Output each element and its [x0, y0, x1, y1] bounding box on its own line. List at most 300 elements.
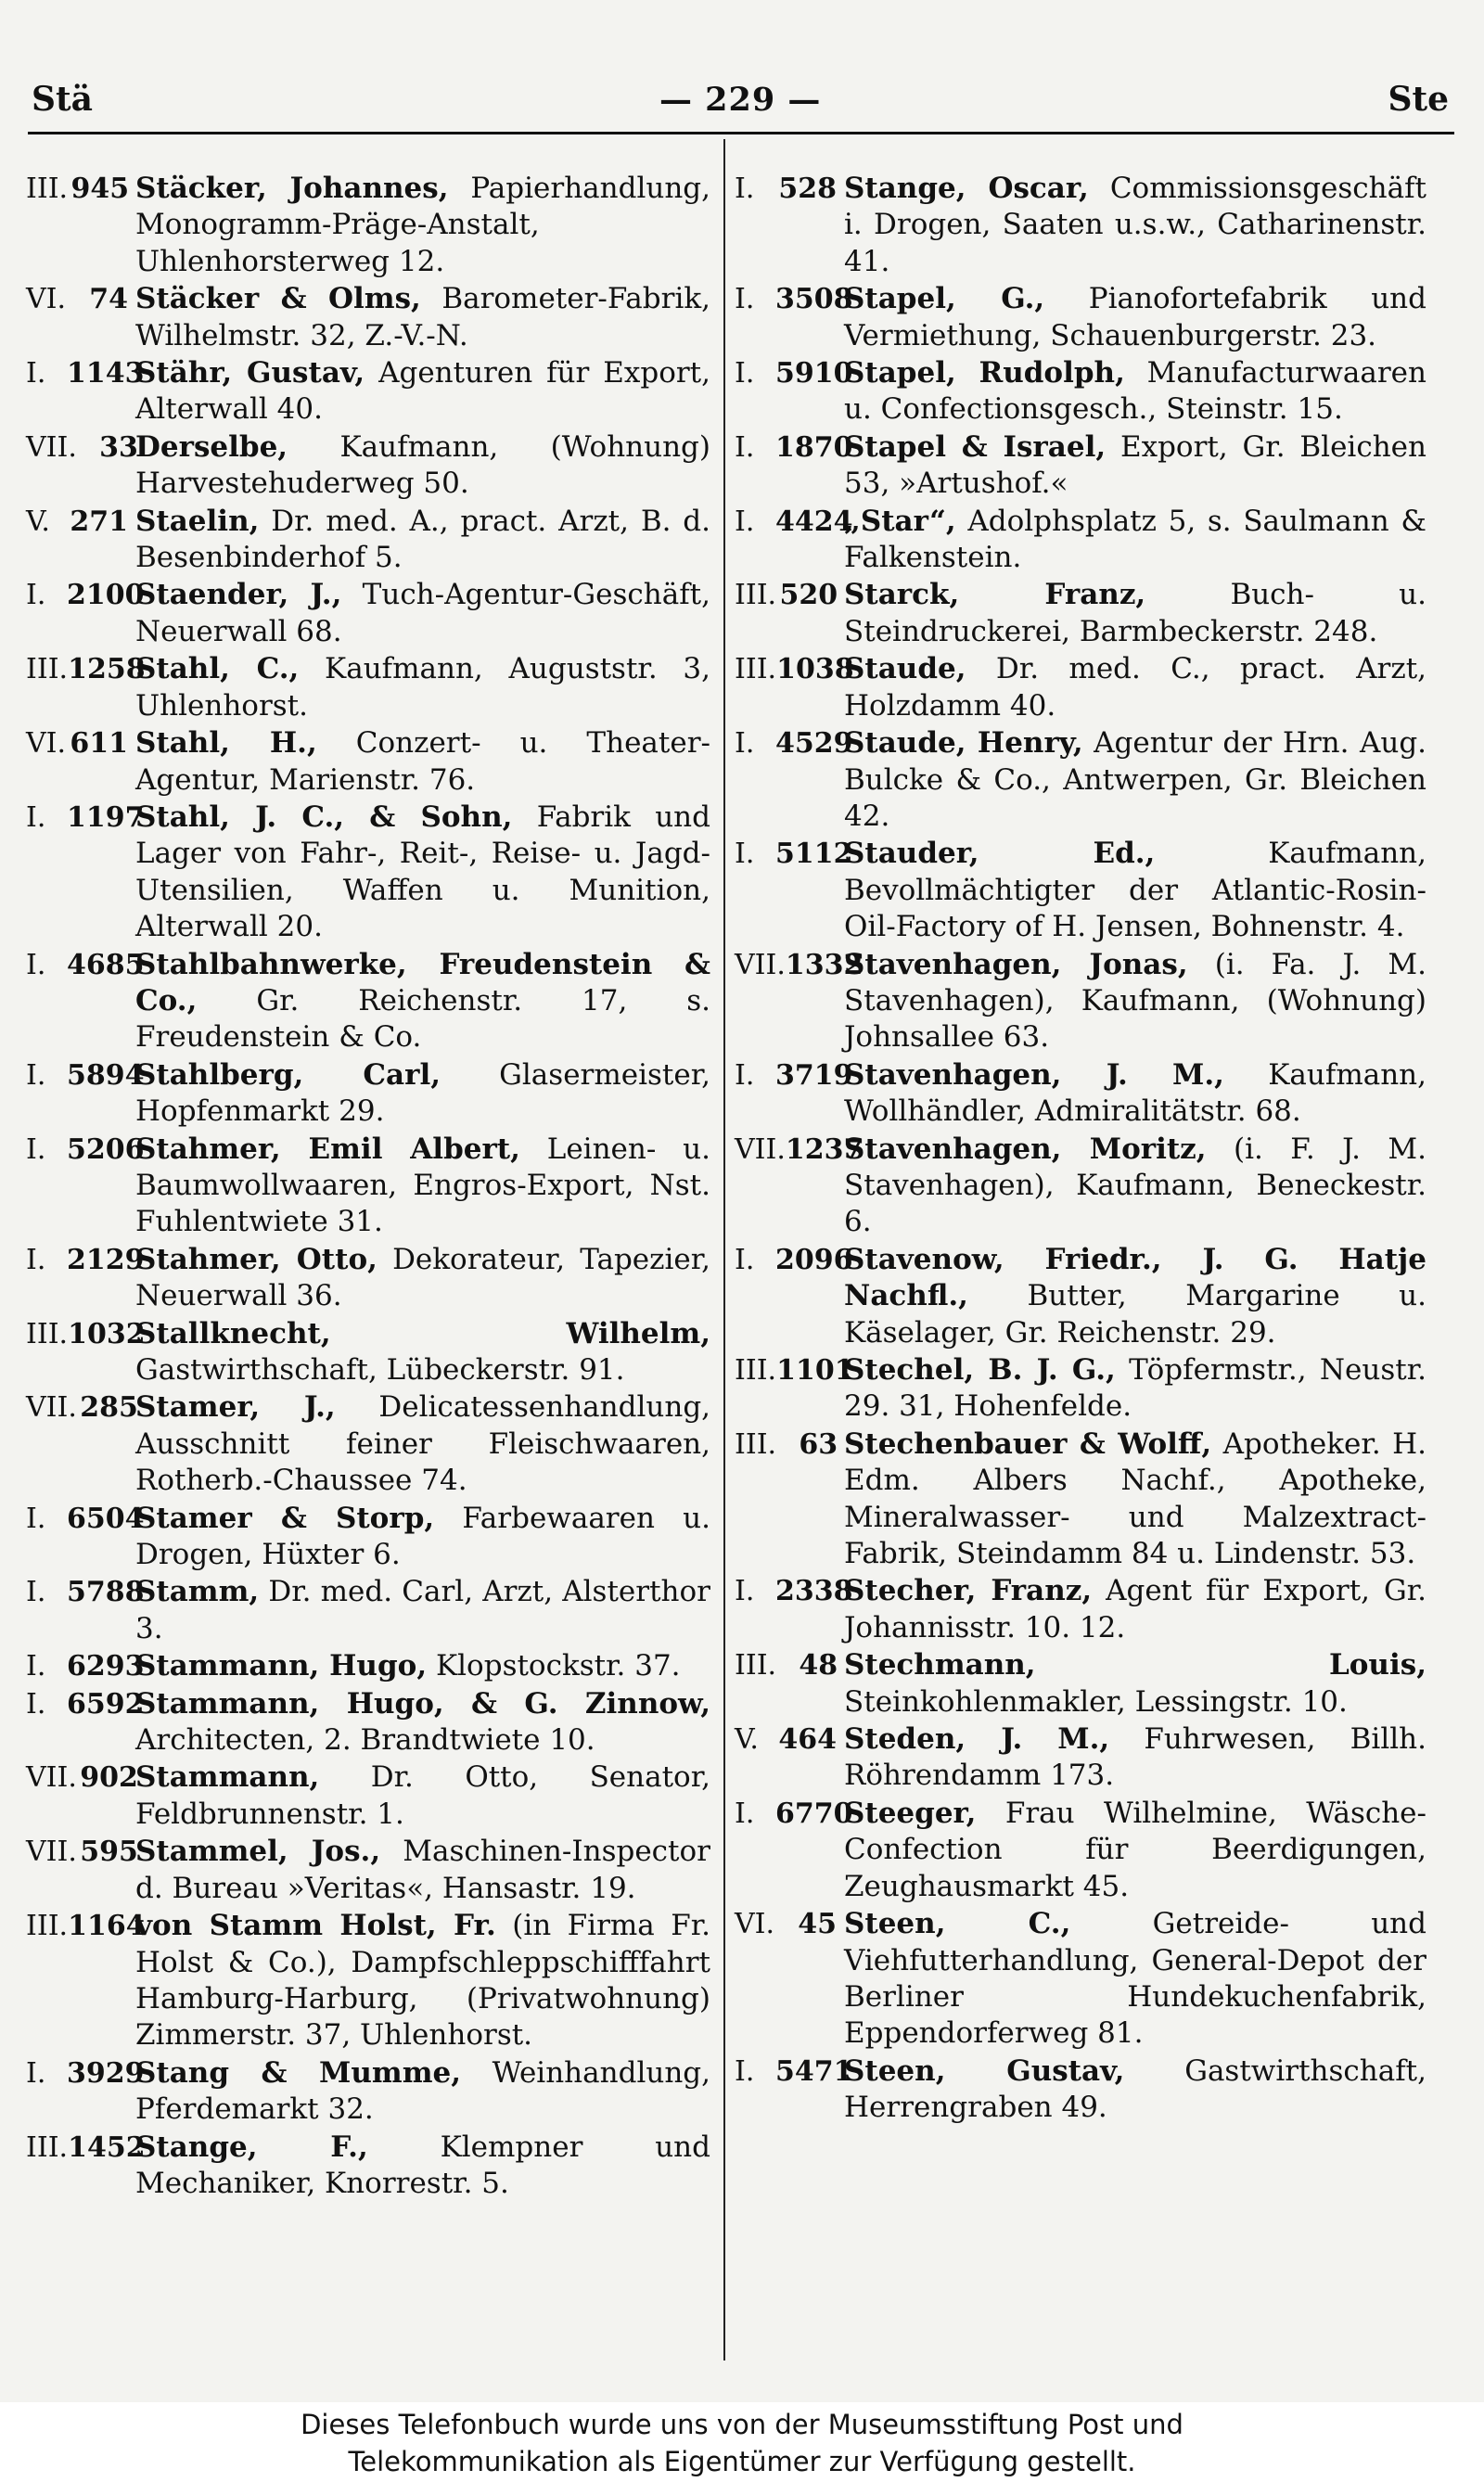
phone-number: 2100	[67, 579, 145, 612]
directory-entry	[26, 1316, 710, 1389]
entry-phone-code	[735, 1057, 853, 1094]
subscriber-details: Getreide- und Viehfutterhandlung, General-Depot der Berliner Hundekuchenfabrik, Eppendorferweg 81.	[844, 1907, 1426, 2051]
directory-entry	[26, 1242, 710, 1315]
phone-number: 5206	[67, 1132, 145, 1166]
entry-phone-code	[26, 1132, 145, 1168]
subscriber-details: Dr. med. A., pract. Arzt, B. d. Besenbinderhof 5.	[135, 504, 710, 575]
phone-number: 1452	[68, 2130, 146, 2164]
entry-phone-code	[735, 281, 853, 317]
entry-phone-code	[735, 577, 844, 613]
subscriber-details: Leinen- u. Baumwollwaaren, Engros-Export, Nst. Fuhlentwiete 31.	[135, 1132, 710, 1239]
entry-text	[844, 651, 1426, 724]
subscriber-name: Stallknecht, Wilhelm,	[135, 1316, 710, 1350]
subscriber-details: Manufacturwaaren u. Confectionsgesch., Steinstr. 15.	[844, 356, 1426, 427]
subscriber-name: Stavenow, Friedr., J. G. Hatje Nachfl.,	[844, 1242, 1426, 1313]
directory-entry	[735, 281, 1426, 354]
directory-entry	[735, 429, 1426, 503]
exchange-district: III.	[26, 1317, 69, 1350]
phone-number: 2129	[67, 1243, 145, 1276]
exchange-district: I.	[735, 1575, 755, 1608]
subscriber-details: Klempner und Mechaniker, Knorrestr. 5.	[135, 2130, 710, 2200]
subscriber-name: Stapel, Rudolph,	[844, 356, 1125, 390]
phone-number: 271	[70, 505, 128, 538]
left-column	[26, 171, 710, 2203]
entry-text	[135, 1389, 710, 1499]
subscriber-name: Staude, Henry,	[844, 726, 1083, 761]
exchange-district: I.	[735, 1243, 755, 1276]
subscriber-details: Dekorateur, Tapezier, Neuerwall 36.	[135, 1242, 710, 1313]
phone-number: 5471	[775, 2054, 853, 2088]
subscriber-details: Adolphsplatz 5, s. Saulmann & Falkenstein.	[844, 504, 1426, 575]
exchange-district: I.	[735, 727, 755, 761]
entry-text	[844, 947, 1426, 1056]
exchange-district: I.	[26, 1243, 46, 1276]
subscriber-details: Gr. Reichenstr. 17, s. Freudenstein & Co.	[135, 983, 711, 1055]
subscriber-details: Fuhrwesen, Billh. Röhrendamm 173.	[844, 1722, 1426, 1793]
header-rule	[28, 132, 1454, 134]
entry-phone-code	[735, 1427, 844, 1463]
entry-phone-code	[735, 651, 854, 687]
subscriber-details: Dr. Otto, Senator, Feldbrunnenstr. 1.	[135, 1760, 710, 1831]
exchange-district: VII.	[26, 430, 77, 464]
entry-text	[135, 281, 710, 354]
entry-text	[844, 1796, 1426, 1905]
entry-text	[844, 1906, 1426, 2053]
exchange-district: I.	[26, 948, 46, 981]
entry-text	[135, 2130, 710, 2203]
phone-number: 1870	[775, 430, 853, 464]
subscriber-name: Stavenhagen, Moritz,	[844, 1132, 1207, 1166]
directory-entry	[26, 800, 710, 946]
entry-phone-code	[26, 2130, 146, 2166]
phone-number: 1237	[785, 1132, 864, 1166]
entry-phone-code	[26, 171, 135, 207]
phone-number: 4685	[67, 948, 145, 981]
subscriber-name: Stammann,	[135, 1760, 320, 1795]
subscriber-details: Weinhandlung, Pferdemarkt 32.	[135, 2055, 710, 2127]
directory-entry	[26, 947, 710, 1056]
entry-phone-code	[735, 947, 864, 983]
exchange-district: III.	[26, 2130, 69, 2164]
subscriber-details: (i. F. J. M. Stavenhagen), Kaufmann, Beneckestr. 6.	[844, 1132, 1427, 1239]
subscriber-details: Farbewaaren u. Drogen, Hüxter 6.	[135, 1501, 710, 1572]
exchange-district: I.	[735, 1058, 755, 1092]
page-header	[32, 76, 1449, 122]
entry-phone-code	[735, 1796, 853, 1832]
phone-number: 6504	[67, 1502, 145, 1535]
entry-phone-code	[735, 1906, 844, 1942]
directory-entry	[735, 1906, 1426, 2053]
entry-text	[135, 1574, 710, 1647]
directory-entry	[735, 1721, 1426, 1795]
entry-text	[844, 2053, 1426, 2127]
phone-number: 1164	[68, 1910, 146, 1943]
subscriber-name: Steeger,	[844, 1796, 977, 1830]
directory-entry	[26, 171, 710, 280]
phone-number: 6592	[67, 1687, 145, 1721]
exchange-district: VI.	[26, 283, 67, 316]
directory-entry	[735, 577, 1426, 650]
entry-phone-code	[735, 1721, 844, 1758]
subscriber-name: Stechel, B. J. G.,	[844, 1353, 1116, 1387]
entry-text	[844, 577, 1426, 650]
entry-phone-code	[735, 1132, 864, 1168]
exchange-district: VI.	[26, 727, 67, 761]
entry-phone-code	[26, 1316, 146, 1352]
phone-number: 45	[798, 1908, 837, 1941]
subscriber-name: Stahmer, Emil Albert,	[135, 1132, 520, 1166]
directory-entry	[735, 836, 1426, 945]
subscriber-name: Stahmer, Otto,	[135, 1242, 377, 1276]
subscriber-name: Stammann, Hugo,	[135, 1649, 428, 1683]
entry-text	[135, 725, 710, 799]
directory-entry	[735, 1057, 1426, 1131]
exchange-district: I.	[26, 357, 46, 390]
entry-phone-code	[735, 2053, 853, 2090]
phone-number: 4529	[775, 727, 853, 761]
entry-text	[135, 800, 710, 946]
entry-text	[135, 429, 710, 503]
phone-number: 902	[80, 1761, 138, 1795]
phone-number: 464	[778, 1723, 837, 1757]
subscriber-name: Stamer, J.,	[135, 1390, 336, 1425]
entry-text	[844, 171, 1426, 280]
entry-text	[844, 1352, 1426, 1426]
entry-phone-code	[735, 171, 844, 207]
directory-entry	[26, 1834, 710, 1907]
subscriber-details: Gastwirthschaft, Herrengraben 49.	[844, 2053, 1426, 2125]
entry-phone-code	[26, 725, 135, 761]
subscriber-details: (i. Fa. J. M. Stavenhagen), Kaufmann, (Wohnung) Johnsallee 63.	[844, 947, 1427, 1055]
entry-phone-code	[26, 2055, 145, 2092]
entry-phone-code	[26, 577, 145, 613]
exchange-district: VII.	[735, 1132, 786, 1166]
phone-number: 74	[89, 283, 128, 316]
subscriber-name: Stähr, Gustav,	[135, 356, 365, 390]
phone-number: 1038	[776, 653, 854, 686]
subscriber-name: Stahl, C.,	[135, 652, 300, 686]
footer-note	[0, 2402, 1484, 2482]
entry-text	[135, 1908, 710, 2054]
entry-text	[135, 651, 710, 724]
subscriber-details: Commissionsgeschäft i. Drogen, Saaten u.s.w., Catharinenstr. 41.	[844, 172, 1427, 278]
entry-text	[844, 1573, 1426, 1646]
subscriber-name: Stavenhagen, J. M.,	[844, 1057, 1224, 1092]
entry-phone-code	[735, 725, 853, 761]
phone-number: 48	[799, 1649, 838, 1682]
subscriber-details: Fabrik und Lager von Fahr-, Reit-, Reise- u. Jagd-Utensilien, Waffen u. Munition, Alterwall 20.	[135, 800, 710, 944]
subscriber-details: Apotheker. H. Edm. Albers Nachf., Apotheke, Mineralwasser- und Malzextract-Fabrik, Steindamm 84 u. Lindenstr. 53.	[844, 1427, 1426, 1571]
subscriber-name: Steden, J. M.,	[844, 1722, 1110, 1757]
subscriber-details: Klopstockstr. 37.	[435, 1649, 681, 1683]
phone-number: 2338	[775, 1575, 853, 1608]
subscriber-details: Dr. med. C., pract. Arzt, Holzdamm 40.	[844, 652, 1427, 723]
exchange-district: VI.	[735, 1908, 775, 1941]
subscriber-name: Stange, F.,	[135, 2130, 368, 2164]
phone-number: 33	[99, 430, 138, 464]
subscriber-details: Agentur der Hrn. Aug. Bulcke & Co., Antwerpen, Gr. Bleichen 42.	[844, 726, 1427, 833]
entry-text	[844, 1057, 1426, 1131]
directory-entry	[735, 1427, 1426, 1573]
subscriber-details: Kaufmann, Bevollmächtigter der Atlantic-Rosin-Oil-Factory of H. Jensen, Bohnenstr. 4.	[844, 837, 1426, 944]
directory-entry	[26, 1574, 710, 1647]
entry-text	[844, 1132, 1426, 1241]
subscriber-name: Stavenhagen, Jonas,	[844, 947, 1188, 981]
entry-phone-code	[26, 800, 145, 836]
exchange-district: I.	[26, 2056, 46, 2090]
subscriber-name: Stamer & Storp,	[135, 1501, 435, 1535]
exchange-district: I.	[26, 1058, 46, 1092]
phone-number: 1258	[68, 653, 146, 686]
entry-text	[135, 1834, 710, 1907]
phone-number: 1032	[68, 1317, 146, 1350]
exchange-district: I.	[26, 1132, 46, 1166]
entry-phone-code	[26, 1648, 145, 1684]
subscriber-name: Stäcker, Johannes,	[135, 172, 449, 205]
directory-entry	[735, 504, 1426, 577]
exchange-district: I.	[26, 800, 46, 834]
entry-text	[135, 577, 710, 650]
directory-entry	[735, 1796, 1426, 1905]
subscriber-name: Staelin,	[135, 504, 260, 538]
directory-entry	[26, 1686, 710, 1759]
entry-text	[135, 2055, 710, 2129]
directory-entry	[735, 355, 1426, 429]
exchange-district: V.	[735, 1723, 759, 1757]
entry-phone-code	[735, 1242, 853, 1278]
directory-entry	[26, 1501, 710, 1574]
directory-entry	[735, 725, 1426, 835]
exchange-district: I.	[26, 1687, 46, 1721]
directory-entry	[26, 504, 710, 577]
exchange-district: I.	[26, 1576, 46, 1609]
entry-text	[844, 836, 1426, 945]
exchange-district: I.	[735, 357, 755, 390]
phone-number: 3929	[67, 2056, 145, 2090]
directory-entry	[735, 1573, 1426, 1646]
entry-phone-code	[26, 1759, 138, 1796]
subscriber-name: von Stamm Holst, Fr.	[135, 1909, 496, 1943]
directory-entry	[26, 577, 710, 650]
exchange-district: I.	[735, 430, 755, 464]
phone-number: 2096	[775, 1243, 853, 1276]
phone-number: 6293	[67, 1650, 145, 1683]
subscriber-details: Maschinen-Inspector d. Bureau »Veritas«, Hansastr. 19.	[135, 1835, 710, 1905]
phone-number: 528	[778, 173, 837, 205]
directory-entry	[26, 1132, 710, 1241]
directory-entry	[26, 355, 710, 429]
subscriber-name: Steen, C.,	[844, 1907, 1071, 1941]
exchange-district: III.	[26, 653, 69, 686]
subscriber-details: Papierhandlung, Monogramm-Präge-Anstalt, Uhlenhorsterweg 12.	[135, 172, 710, 278]
entry-text	[844, 504, 1426, 577]
header-left-keyword: Stä	[32, 80, 93, 119]
subscriber-details: Agenturen für Export, Alterwall 40.	[135, 356, 710, 427]
exchange-district: I.	[735, 505, 755, 538]
entry-phone-code	[26, 1242, 145, 1278]
entry-phone-code	[26, 1389, 138, 1426]
entry-text	[844, 1242, 1426, 1351]
phone-number: 5788	[67, 1576, 145, 1609]
phone-number: 285	[80, 1391, 138, 1425]
subscriber-details: Steinkohlenmakler, Lessingstr. 10.	[844, 1684, 1348, 1719]
entry-text	[844, 1721, 1426, 1795]
phone-number: 595	[80, 1836, 138, 1869]
footer-line-2: Telekommunikation als Eigentümer zur Verfügung gestellt.	[348, 2446, 1136, 2477]
phone-number: 4424	[775, 505, 853, 538]
exchange-district: III.	[26, 173, 69, 205]
subscriber-details: Export, Gr. Bleichen 53, »Artushof.«	[844, 429, 1426, 501]
header-right-keyword: Ste	[1388, 80, 1449, 119]
subscriber-name: Derselbe,	[135, 429, 288, 464]
phone-number: 1197	[67, 800, 145, 834]
directory-entry	[735, 1132, 1426, 1241]
entry-phone-code	[26, 504, 135, 540]
entry-phone-code	[735, 836, 853, 872]
exchange-district: VII.	[735, 948, 786, 981]
exchange-district: I.	[735, 173, 755, 205]
entry-phone-code	[735, 1573, 853, 1609]
phone-number: 1332	[785, 948, 864, 981]
phone-number: 611	[70, 727, 128, 761]
subscriber-name: Stahlberg, Carl,	[135, 1057, 441, 1092]
exchange-district: I.	[735, 2054, 755, 2088]
exchange-district: III.	[735, 1427, 777, 1461]
entry-phone-code	[735, 429, 853, 466]
directory-entry	[735, 171, 1426, 280]
subscriber-name: Stahlbahnwerke, Freudenstein & Co.,	[135, 947, 710, 1017]
phone-number: 3719	[775, 1058, 853, 1092]
subscriber-name: Stammel, Jos.,	[135, 1835, 381, 1869]
subscriber-details: (in Firma Fr. Holst & Co.), Dampfschleppschifffahrt Hamburg-Harburg, (Privatwohnung) Zimmerstr. 37, Uhlenhorst.	[135, 1909, 710, 2053]
subscriber-details: Töpfermstr., Neustr. 29. 31, Hohenfelde.	[844, 1353, 1426, 1424]
entry-text	[135, 1501, 710, 1574]
subscriber-details: Tuch-Agentur-Geschäft, Neuerwall 68.	[135, 578, 710, 648]
entry-phone-code	[26, 1501, 145, 1537]
subscriber-details: Kaufmann, Wollhändler, Admiralitätstr. 68.	[844, 1057, 1426, 1129]
subscriber-details: Frau Wilhelmine, Wäsche-Confection für Beerdigungen, Zeughausmarkt 45.	[844, 1796, 1426, 1903]
subscriber-name: Staender, J.,	[135, 578, 342, 612]
right-column	[735, 171, 1426, 2128]
exchange-district: VII.	[26, 1761, 77, 1795]
entry-text	[135, 1759, 710, 1833]
subscriber-details: Buch- u. Steindruckerei, Barmbeckerstr. 248.	[844, 578, 1426, 648]
entry-text	[135, 1648, 710, 1684]
entry-phone-code	[26, 1057, 145, 1094]
directory-entry	[26, 2055, 710, 2129]
subscriber-name: Stechmann, Louis,	[844, 1648, 1426, 1682]
phone-number: 520	[779, 579, 838, 612]
directory-entry	[735, 947, 1426, 1056]
subscriber-details: Gastwirthschaft, Lübeckerstr. 91.	[135, 1353, 625, 1387]
entry-text	[844, 1647, 1426, 1721]
exchange-district: III.	[735, 579, 777, 612]
phone-number: 63	[799, 1427, 838, 1461]
subscriber-name: Stapel & Israel,	[844, 429, 1107, 464]
entry-text	[135, 504, 710, 577]
directory-entry	[735, 651, 1426, 724]
subscriber-details: Agent für Export, Gr. Johannisstr. 10. 12.	[844, 1574, 1427, 1644]
entry-phone-code	[26, 1574, 145, 1610]
directory-entry	[735, 2053, 1426, 2127]
phone-number: 1143	[67, 357, 145, 390]
phone-number: 1101	[776, 1354, 854, 1387]
subscriber-name: Stauder, Ed.,	[844, 837, 1156, 871]
exchange-district: III.	[735, 1354, 777, 1387]
entry-text	[844, 355, 1426, 429]
column-divider	[723, 139, 725, 2360]
directory-entry	[26, 1908, 710, 2054]
subscriber-name: Staude,	[844, 652, 966, 686]
subscriber-details: Kaufmann, Auguststr. 3, Uhlenhorst.	[135, 652, 711, 723]
directory-entry	[26, 1057, 710, 1131]
subscriber-details: Glasermeister, Hopfenmarkt 29.	[135, 1057, 710, 1129]
entry-text	[844, 725, 1426, 835]
subscriber-details: Conzert- u. Theater-Agentur, Marienstr. 76.	[135, 726, 710, 797]
entry-text	[135, 1242, 710, 1315]
directory-entry	[735, 1242, 1426, 1351]
entry-text	[135, 171, 710, 280]
exchange-district: III.	[735, 653, 777, 686]
entry-text	[844, 281, 1426, 354]
directory-entry	[735, 1352, 1426, 1426]
subscriber-details: Delicatessenhandlung, Ausschnitt feiner Fleischwaaren, Rotherb.-Chaussee 74.	[135, 1390, 711, 1498]
entry-phone-code	[26, 651, 146, 687]
entry-phone-code	[735, 1352, 854, 1388]
entry-phone-code	[26, 1834, 138, 1870]
directory-entry	[26, 1759, 710, 1833]
exchange-district: I.	[26, 579, 46, 612]
entry-phone-code	[735, 355, 853, 391]
subscriber-details: Kaufmann, (Wohnung) Harvestehuderweg 50.	[135, 429, 710, 501]
phone-number: 3508	[775, 283, 853, 316]
footer-line-1: Dieses Telefonbuch wurde uns von der Museumsstiftung Post und	[301, 2409, 1183, 2440]
subscriber-name: Stange, Oscar,	[844, 172, 1089, 205]
exchange-district: I.	[26, 1502, 46, 1535]
directory-entry	[26, 651, 710, 724]
exchange-district: I.	[735, 838, 755, 871]
subscriber-name: Steen, Gustav,	[844, 2053, 1125, 2088]
phone-number: 5894	[67, 1058, 145, 1092]
exchange-district: VII.	[26, 1391, 77, 1425]
entry-phone-code	[735, 504, 853, 540]
directory-entry	[26, 429, 710, 503]
exchange-district: I.	[735, 1797, 755, 1830]
entry-text	[844, 429, 1426, 503]
entry-phone-code	[735, 1647, 844, 1683]
exchange-district: I.	[735, 283, 755, 316]
exchange-district: III.	[735, 1649, 777, 1682]
entry-text	[135, 355, 710, 429]
exchange-district: VII.	[26, 1836, 77, 1869]
entry-phone-code	[26, 355, 145, 391]
entry-text	[135, 1132, 710, 1241]
entry-text	[135, 947, 710, 1056]
directory-entry	[26, 1648, 710, 1684]
subscriber-name: Stecher, Franz,	[844, 1574, 1093, 1608]
subscriber-details: Pianofortefabrik und Vermiethung, Schauenburgerstr. 23.	[844, 282, 1426, 352]
exchange-district: I.	[26, 1650, 46, 1683]
subscriber-details: Butter, Margarine u. Käselager, Gr. Reichenstr. 29.	[844, 1279, 1427, 1350]
entry-phone-code	[26, 1908, 146, 1944]
entry-text	[135, 1057, 710, 1131]
exchange-district: III.	[26, 1910, 69, 1943]
subscriber-name: Stahl, H.,	[135, 726, 317, 761]
entry-phone-code	[26, 947, 145, 983]
phone-number: 5910	[775, 357, 853, 390]
phone-number: 5112	[775, 838, 853, 871]
entry-phone-code	[26, 281, 135, 317]
